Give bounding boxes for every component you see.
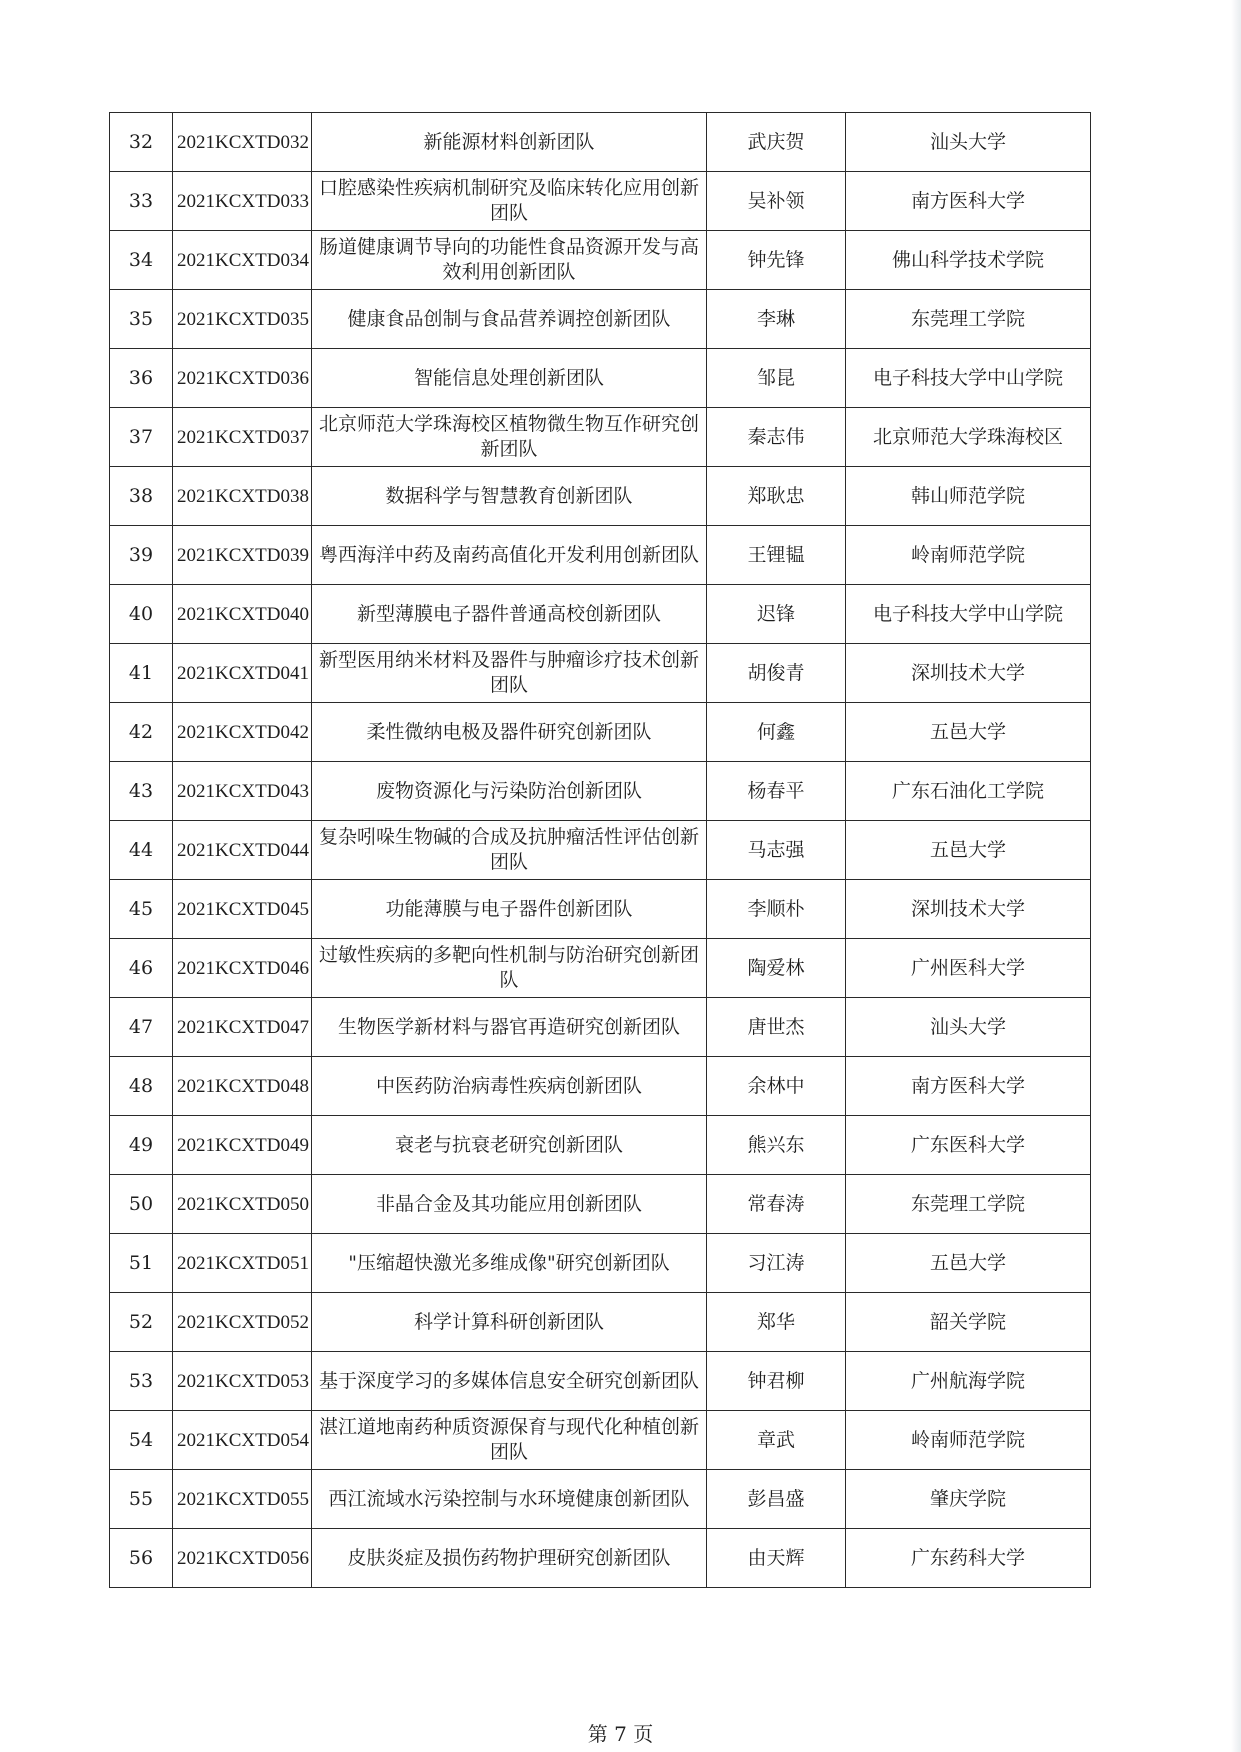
leader-cell: 李琳 (707, 290, 846, 349)
team-name-cell: 生物医学新材料与器官再造研究创新团队 (312, 998, 707, 1057)
project-code-cell: 2021KCXTD046 (173, 939, 312, 998)
institution-cell: 佛山科学技术学院 (846, 231, 1091, 290)
row-number-cell: 32 (110, 113, 173, 172)
team-name-cell: 肠道健康调节导向的功能性食品资源开发与高效利用创新团队 (312, 231, 707, 290)
leader-cell: 钟君柳 (707, 1352, 846, 1411)
project-code-cell: 2021KCXTD035 (173, 290, 312, 349)
table-row (110, 349, 1091, 408)
row-number-cell: 38 (110, 467, 173, 526)
table-row (110, 1352, 1091, 1411)
institution-cell: 肇庆学院 (846, 1470, 1091, 1529)
team-name-cell: 北京师范大学珠海校区植物微生物互作研究创新团队 (312, 408, 707, 467)
row-number-cell: 52 (110, 1293, 173, 1352)
team-name-cell: 过敏性疾病的多靶向性机制与防治研究创新团队 (312, 939, 707, 998)
row-number-cell: 46 (110, 939, 173, 998)
table-row (110, 408, 1091, 467)
project-code-cell: 2021KCXTD039 (173, 526, 312, 585)
project-code-cell: 2021KCXTD038 (173, 467, 312, 526)
table-row (110, 467, 1091, 526)
row-number-cell: 55 (110, 1470, 173, 1529)
team-name-cell: 中医药防治病毒性疾病创新团队 (312, 1057, 707, 1116)
team-name-cell: 皮肤炎症及损伤药物护理研究创新团队 (312, 1529, 707, 1588)
team-name-cell: 口腔感染性疾病机制研究及临床转化应用创新团队 (312, 172, 707, 231)
table-row (110, 998, 1091, 1057)
leader-cell: 王锂韫 (707, 526, 846, 585)
leader-cell: 李顺朴 (707, 880, 846, 939)
table-row (110, 1293, 1091, 1352)
table-row (110, 526, 1091, 585)
table-row (110, 1470, 1091, 1529)
leader-cell: 由天辉 (707, 1529, 846, 1588)
leader-cell: 郑华 (707, 1293, 846, 1352)
team-name-cell: 新能源材料创新团队 (312, 113, 707, 172)
team-name-cell: 湛江道地南药种质资源保育与现代化种植创新团队 (312, 1411, 707, 1470)
team-name-cell: 非晶合金及其功能应用创新团队 (312, 1175, 707, 1234)
table-row (110, 703, 1091, 762)
leader-cell: 秦志伟 (707, 408, 846, 467)
team-name-cell: 新型薄膜电子器件普通高校创新团队 (312, 585, 707, 644)
institution-cell: 岭南师范学院 (846, 1411, 1091, 1470)
table-row (110, 113, 1091, 172)
table-row (110, 939, 1091, 998)
leader-cell: 陶爱林 (707, 939, 846, 998)
institution-cell: 广东石油化工学院 (846, 762, 1091, 821)
project-code-cell: 2021KCXTD054 (173, 1411, 312, 1470)
institution-cell: 南方医科大学 (846, 1057, 1091, 1116)
institution-cell: 五邑大学 (846, 1234, 1091, 1293)
row-number-cell: 51 (110, 1234, 173, 1293)
institution-cell: 电子科技大学中山学院 (846, 349, 1091, 408)
institution-cell: 广州医科大学 (846, 939, 1091, 998)
project-code-cell: 2021KCXTD042 (173, 703, 312, 762)
institution-cell: 韩山师范学院 (846, 467, 1091, 526)
institution-cell: 南方医科大学 (846, 172, 1091, 231)
team-name-cell: 基于深度学习的多媒体信息安全研究创新团队 (312, 1352, 707, 1411)
team-name-cell: 西江流域水污染控制与水环境健康创新团队 (312, 1470, 707, 1529)
institution-cell: 汕头大学 (846, 113, 1091, 172)
table-row (110, 1175, 1091, 1234)
row-number-cell: 56 (110, 1529, 173, 1588)
project-code-cell: 2021KCXTD047 (173, 998, 312, 1057)
institution-cell: 汕头大学 (846, 998, 1091, 1057)
team-name-cell: 新型医用纳米材料及器件与肿瘤诊疗技术创新团队 (312, 644, 707, 703)
leader-cell: 习江涛 (707, 1234, 846, 1293)
leader-cell: 武庆贺 (707, 113, 846, 172)
team-name-cell: 数据科学与智慧教育创新团队 (312, 467, 707, 526)
team-name-cell: "压缩超快激光多维成像"研究创新团队 (312, 1234, 707, 1293)
page-number: 第 7 页 (587, 1722, 654, 1746)
leader-cell: 何鑫 (707, 703, 846, 762)
project-code-cell: 2021KCXTD041 (173, 644, 312, 703)
leader-cell: 吴补领 (707, 172, 846, 231)
team-name-cell: 粤西海洋中药及南药高值化开发利用创新团队 (312, 526, 707, 585)
row-number-cell: 44 (110, 821, 173, 880)
table-body (110, 113, 1091, 1588)
row-number-cell: 41 (110, 644, 173, 703)
row-number-cell: 40 (110, 585, 173, 644)
row-number-cell: 33 (110, 172, 173, 231)
row-number-cell: 34 (110, 231, 173, 290)
row-number-cell: 50 (110, 1175, 173, 1234)
table-row (110, 1411, 1091, 1470)
leader-cell: 胡俊青 (707, 644, 846, 703)
table-row (110, 821, 1091, 880)
table-row (110, 1529, 1091, 1588)
row-number-cell: 36 (110, 349, 173, 408)
team-list-table (109, 112, 1091, 1588)
table-row (110, 644, 1091, 703)
table-row (110, 290, 1091, 349)
row-number-cell: 53 (110, 1352, 173, 1411)
row-number-cell: 35 (110, 290, 173, 349)
project-code-cell: 2021KCXTD043 (173, 762, 312, 821)
leader-cell: 唐世杰 (707, 998, 846, 1057)
team-name-cell: 复杂吲哚生物碱的合成及抗肿瘤活性评估创新团队 (312, 821, 707, 880)
institution-cell: 岭南师范学院 (846, 526, 1091, 585)
row-number-cell: 43 (110, 762, 173, 821)
project-code-cell: 2021KCXTD049 (173, 1116, 312, 1175)
table-row (110, 762, 1091, 821)
project-code-cell: 2021KCXTD036 (173, 349, 312, 408)
institution-cell: 北京师范大学珠海校区 (846, 408, 1091, 467)
team-name-cell: 柔性微纳电极及器件研究创新团队 (312, 703, 707, 762)
project-code-cell: 2021KCXTD055 (173, 1470, 312, 1529)
project-code-cell: 2021KCXTD040 (173, 585, 312, 644)
leader-cell: 熊兴东 (707, 1116, 846, 1175)
row-number-cell: 39 (110, 526, 173, 585)
project-code-cell: 2021KCXTD045 (173, 880, 312, 939)
leader-cell: 常春涛 (707, 1175, 846, 1234)
row-number-cell: 54 (110, 1411, 173, 1470)
table-row (110, 1057, 1091, 1116)
row-number-cell: 47 (110, 998, 173, 1057)
leader-cell: 章武 (707, 1411, 846, 1470)
leader-cell: 邹昆 (707, 349, 846, 408)
project-code-cell: 2021KCXTD032 (173, 113, 312, 172)
institution-cell: 韶关学院 (846, 1293, 1091, 1352)
institution-cell: 五邑大学 (846, 703, 1091, 762)
institution-cell: 广东药科大学 (846, 1529, 1091, 1588)
team-name-cell: 科学计算科研创新团队 (312, 1293, 707, 1352)
row-number-cell: 45 (110, 880, 173, 939)
team-name-cell: 衰老与抗衰老研究创新团队 (312, 1116, 707, 1175)
institution-cell: 深圳技术大学 (846, 880, 1091, 939)
project-code-cell: 2021KCXTD034 (173, 231, 312, 290)
table-row (110, 585, 1091, 644)
project-code-cell: 2021KCXTD050 (173, 1175, 312, 1234)
team-name-cell: 功能薄膜与电子器件创新团队 (312, 880, 707, 939)
project-code-cell: 2021KCXTD051 (173, 1234, 312, 1293)
team-name-cell: 废物资源化与污染防治创新团队 (312, 762, 707, 821)
leader-cell: 余林中 (707, 1057, 846, 1116)
row-number-cell: 42 (110, 703, 173, 762)
institution-cell: 东莞理工学院 (846, 1175, 1091, 1234)
project-code-cell: 2021KCXTD037 (173, 408, 312, 467)
table-row (110, 880, 1091, 939)
project-code-cell: 2021KCXTD056 (173, 1529, 312, 1588)
row-number-cell: 49 (110, 1116, 173, 1175)
team-name-cell: 健康食品创制与食品营养调控创新团队 (312, 290, 707, 349)
project-code-cell: 2021KCXTD044 (173, 821, 312, 880)
row-number-cell: 37 (110, 408, 173, 467)
institution-cell: 深圳技术大学 (846, 644, 1091, 703)
institution-cell: 广东医科大学 (846, 1116, 1091, 1175)
leader-cell: 郑耿忠 (707, 467, 846, 526)
leader-cell: 杨春平 (707, 762, 846, 821)
project-code-cell: 2021KCXTD052 (173, 1293, 312, 1352)
table-row (110, 231, 1091, 290)
institution-cell: 东莞理工学院 (846, 290, 1091, 349)
project-code-cell: 2021KCXTD033 (173, 172, 312, 231)
leader-cell: 马志强 (707, 821, 846, 880)
project-code-cell: 2021KCXTD048 (173, 1057, 312, 1116)
row-number-cell: 48 (110, 1057, 173, 1116)
institution-cell: 电子科技大学中山学院 (846, 585, 1091, 644)
institution-cell: 广州航海学院 (846, 1352, 1091, 1411)
institution-cell: 五邑大学 (846, 821, 1091, 880)
leader-cell: 彭昌盛 (707, 1470, 846, 1529)
leader-cell: 迟锋 (707, 585, 846, 644)
table-row (110, 172, 1091, 231)
page-edge-shadow (1231, 0, 1241, 1752)
project-code-cell: 2021KCXTD053 (173, 1352, 312, 1411)
table-row (110, 1116, 1091, 1175)
table-row (110, 1234, 1091, 1293)
team-name-cell: 智能信息处理创新团队 (312, 349, 707, 408)
leader-cell: 钟先锋 (707, 231, 846, 290)
